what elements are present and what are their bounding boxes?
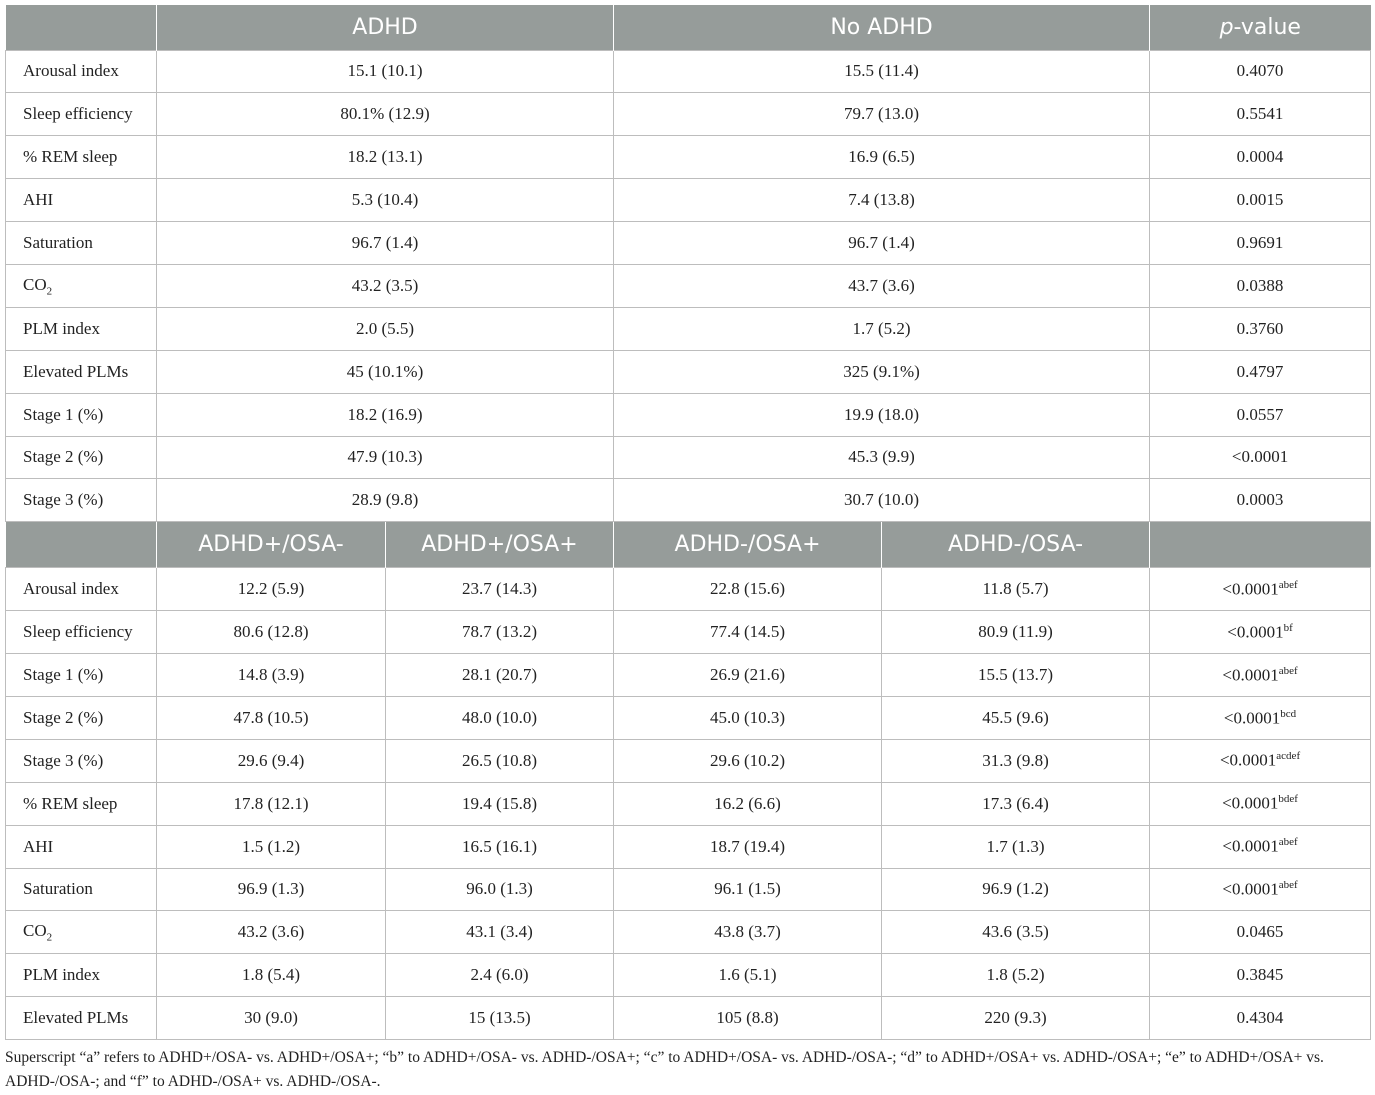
cell-adhd-pos-osa-pos: 26.5 (10.8) xyxy=(386,739,614,782)
cell-adhd-pos-osa-pos: 43.1 (3.4) xyxy=(386,911,614,954)
row-label xyxy=(6,868,157,911)
header-adhd-neg-osa-neg: ADHD-/OSA- xyxy=(882,522,1150,568)
p-value-superscript: abef xyxy=(1278,578,1298,591)
p-value-text: <0.0001 xyxy=(1222,665,1279,685)
cell-no-adhd: 325 (9.1%) xyxy=(614,350,1150,393)
p-value-superscript: bdef xyxy=(1278,793,1298,806)
header-row-comparison xyxy=(6,5,1371,50)
cell-adhd-neg-osa-pos: 77.4 (14.5) xyxy=(614,611,882,654)
cell-adhd-pos-osa-neg: 29.6 (9.4) xyxy=(157,739,386,782)
row-label-text: % REM sleep xyxy=(23,793,118,813)
cell-p-value xyxy=(1150,868,1371,911)
cell-adhd-pos-osa-pos: 16.5 (16.1) xyxy=(386,825,614,868)
cell-adhd-neg-osa-neg: 43.6 (3.5) xyxy=(882,911,1150,954)
header-corner xyxy=(6,5,157,50)
cell-adhd-neg-osa-pos: 1.6 (5.1) xyxy=(614,954,882,997)
row-label xyxy=(6,222,157,265)
cell-adhd-neg-osa-neg: 15.5 (13.7) xyxy=(882,654,1150,697)
cell-p-value xyxy=(1150,654,1371,697)
row-label-text: % REM sleep xyxy=(23,147,118,167)
cell-adhd: 15.1 (10.1) xyxy=(157,50,614,93)
cell-no-adhd: 1.7 (5.2) xyxy=(614,307,1150,350)
cell-adhd-neg-osa-neg: 96.9 (1.2) xyxy=(882,868,1150,911)
header-no-adhd: No ADHD xyxy=(614,5,1150,50)
row-label-text: Sleep efficiency xyxy=(23,104,133,124)
row-label xyxy=(6,93,157,136)
cell-adhd-pos-osa-neg: 43.2 (3.6) xyxy=(157,911,386,954)
cell-adhd: 5.3 (10.4) xyxy=(157,179,614,222)
table-row xyxy=(6,50,1371,93)
row-label xyxy=(6,782,157,825)
table-row xyxy=(6,825,1371,868)
table-row xyxy=(6,264,1371,307)
cell-adhd-neg-osa-pos: 26.9 (21.6) xyxy=(614,654,882,697)
cell-adhd-neg-osa-neg: 17.3 (6.4) xyxy=(882,782,1150,825)
table-row xyxy=(6,179,1371,222)
table-row xyxy=(6,436,1371,479)
row-label xyxy=(6,997,157,1040)
row-label-text: CO xyxy=(23,921,47,941)
cell-p-value: 0.0003 xyxy=(1150,479,1371,522)
row-label-text: AHI xyxy=(23,190,54,210)
cell-adhd-neg-osa-neg: 45.5 (9.6) xyxy=(882,696,1150,739)
row-label-text: Arousal index xyxy=(23,579,119,599)
header-corner-2 xyxy=(6,522,157,568)
row-label xyxy=(6,739,157,782)
row-label xyxy=(6,825,157,868)
table-row xyxy=(6,954,1371,997)
p-value-text: <0.0001 xyxy=(1222,879,1279,899)
cell-adhd-neg-osa-pos: 96.1 (1.5) xyxy=(614,868,882,911)
table-row xyxy=(6,93,1371,136)
table-row xyxy=(6,307,1371,350)
row-label xyxy=(6,264,157,307)
cell-adhd: 2.0 (5.5) xyxy=(157,307,614,350)
cell-adhd-pos-osa-neg: 14.8 (3.9) xyxy=(157,654,386,697)
row-label xyxy=(6,436,157,479)
row-label-text: Elevated PLMs xyxy=(23,1008,129,1028)
row-label-text: CO xyxy=(23,274,47,294)
table-row xyxy=(6,136,1371,179)
cell-p-value: 0.0388 xyxy=(1150,264,1371,307)
cell-adhd-pos-osa-pos: 2.4 (6.0) xyxy=(386,954,614,997)
row-label-text: Saturation xyxy=(23,233,93,252)
table-row xyxy=(6,997,1371,1040)
cell-adhd-pos-osa-neg: 17.8 (12.1) xyxy=(157,782,386,825)
cell-p-value xyxy=(1150,825,1371,868)
cell-p-value: 0.4797 xyxy=(1150,350,1371,393)
sleep-parameters-table xyxy=(5,5,1371,1040)
cell-p-value: 0.5541 xyxy=(1150,93,1371,136)
header-p-value xyxy=(1150,5,1371,50)
p-value-text: <0.0001 xyxy=(1223,708,1281,728)
cell-no-adhd: 43.7 (3.6) xyxy=(614,264,1150,307)
table-row xyxy=(6,654,1371,697)
p-value-superscript: bcd xyxy=(1280,707,1297,720)
header-p-value-2 xyxy=(1150,522,1371,568)
p-value-text: 0.0465 xyxy=(1236,922,1284,942)
cell-adhd-pos-osa-pos: 78.7 (13.2) xyxy=(386,611,614,654)
cell-no-adhd: 19.9 (18.0) xyxy=(614,393,1150,436)
cell-adhd-pos-osa-neg: 12.2 (5.9) xyxy=(157,568,386,611)
cell-adhd-neg-osa-neg: 11.8 (5.7) xyxy=(882,568,1150,611)
cell-adhd-pos-osa-neg: 96.9 (1.3) xyxy=(157,868,386,911)
cell-adhd-neg-osa-pos: 22.8 (15.6) xyxy=(614,568,882,611)
table-row xyxy=(6,782,1371,825)
cell-p-value: 0.0557 xyxy=(1150,393,1371,436)
row-label xyxy=(6,136,157,179)
cell-p-value xyxy=(1150,997,1371,1040)
cell-adhd-neg-osa-pos: 105 (8.8) xyxy=(614,997,882,1040)
cell-adhd-neg-osa-neg: 220 (9.3) xyxy=(882,997,1150,1040)
cell-p-value: 0.9691 xyxy=(1150,222,1371,265)
table-row xyxy=(6,868,1371,911)
header-adhd-pos-osa-neg: ADHD+/OSA- xyxy=(157,522,386,568)
cell-adhd-neg-osa-pos: 16.2 (6.6) xyxy=(614,782,882,825)
cell-adhd-neg-osa-neg: 31.3 (9.8) xyxy=(882,739,1150,782)
cell-p-value: <0.0001 xyxy=(1150,436,1371,479)
cell-p-value: 0.3760 xyxy=(1150,307,1371,350)
cell-p-value xyxy=(1150,611,1371,654)
header-row-groups xyxy=(6,522,1371,568)
table-row xyxy=(6,911,1371,954)
p-value-superscript: abef xyxy=(1278,879,1298,892)
row-label-subscript: 2 xyxy=(46,285,53,298)
cell-adhd-neg-osa-pos: 43.8 (3.7) xyxy=(614,911,882,954)
cell-adhd: 96.7 (1.4) xyxy=(157,222,614,265)
cell-no-adhd: 15.5 (11.4) xyxy=(614,50,1150,93)
cell-no-adhd: 96.7 (1.4) xyxy=(614,222,1150,265)
row-label-text: Stage 1 (%) xyxy=(23,404,104,424)
header-p-suffix: -value xyxy=(1233,14,1301,40)
cell-adhd-neg-osa-pos: 45.0 (10.3) xyxy=(614,696,882,739)
cell-adhd-pos-osa-pos: 96.0 (1.3) xyxy=(386,868,614,911)
cell-adhd-pos-osa-pos: 48.0 (10.0) xyxy=(386,696,614,739)
row-label-text: PLM index xyxy=(23,965,100,985)
row-label-text: Stage 1 (%) xyxy=(23,665,104,685)
cell-p-value xyxy=(1150,696,1371,739)
row-label-text: Elevated PLMs xyxy=(23,361,129,381)
cell-adhd: 18.2 (13.1) xyxy=(157,136,614,179)
row-label xyxy=(6,611,157,654)
cell-adhd-neg-osa-neg: 80.9 (11.9) xyxy=(882,611,1150,654)
table-row xyxy=(6,350,1371,393)
header-adhd-neg-osa-pos: ADHD-/OSA+ xyxy=(614,522,882,568)
cell-adhd-pos-osa-pos: 19.4 (15.8) xyxy=(386,782,614,825)
p-value-text: 0.4304 xyxy=(1236,1008,1284,1028)
row-label xyxy=(6,568,157,611)
cell-p-value: 0.4070 xyxy=(1150,50,1371,93)
table-row xyxy=(6,739,1371,782)
cell-no-adhd: 30.7 (10.0) xyxy=(614,479,1150,522)
cell-adhd-pos-osa-neg: 1.8 (5.4) xyxy=(157,954,386,997)
cell-adhd-pos-osa-neg: 30 (9.0) xyxy=(157,997,386,1040)
cell-adhd-pos-osa-neg: 47.8 (10.5) xyxy=(157,696,386,739)
row-label-text: Stage 3 (%) xyxy=(23,490,104,510)
table-row xyxy=(6,568,1371,611)
p-value-text: <0.0001 xyxy=(1219,751,1277,771)
table-row xyxy=(6,696,1371,739)
row-label-text: Stage 3 (%) xyxy=(23,750,104,770)
table-footnote: Superscript “a” refers to ADHD+/OSA- vs. ADHD+/OSA+; “b” to ADHD+/OSA- vs. ADHD-/OSA+; “c” to ADHD+/OSA- vs. ADHD-/OSA-; “d” to ADHD+/OSA+ vs. ADHD-/OSA+; “e” to ADHD+/OSA+ vs. ADHD-/OSA-; and “f” to ADHD-/OSA+ vs. ADHD-/OSA-. xyxy=(5,1049,1324,1090)
row-label xyxy=(6,179,157,222)
cell-adhd-neg-osa-neg: 1.8 (5.2) xyxy=(882,954,1150,997)
table-row xyxy=(6,393,1371,436)
p-value-superscript: bf xyxy=(1283,621,1293,634)
cell-p-value: 0.0004 xyxy=(1150,136,1371,179)
table-row xyxy=(6,222,1371,265)
row-label-subscript: 2 xyxy=(46,931,53,944)
p-value-text: <0.0001 xyxy=(1227,622,1284,642)
header-p-letter: p xyxy=(1219,14,1234,40)
row-label xyxy=(6,350,157,393)
row-label xyxy=(6,696,157,739)
row-label xyxy=(6,654,157,697)
cell-p-value xyxy=(1150,739,1371,782)
cell-no-adhd: 7.4 (13.8) xyxy=(614,179,1150,222)
cell-p-value xyxy=(1150,782,1371,825)
row-label xyxy=(6,479,157,522)
cell-adhd-neg-osa-pos: 29.6 (10.2) xyxy=(614,739,882,782)
cell-adhd: 80.1% (12.9) xyxy=(157,93,614,136)
row-label xyxy=(6,954,157,997)
cell-adhd-pos-osa-pos: 23.7 (14.3) xyxy=(386,568,614,611)
row-label-text: PLM index xyxy=(23,318,100,338)
cell-adhd: 45 (10.1%) xyxy=(157,350,614,393)
p-value-text: 0.3845 xyxy=(1236,965,1284,985)
p-value-text: <0.0001 xyxy=(1222,794,1279,814)
table-row xyxy=(6,611,1371,654)
cell-p-value xyxy=(1150,568,1371,611)
table-row xyxy=(6,479,1371,522)
p-value-superscript: acdef xyxy=(1276,750,1301,763)
header-adhd: ADHD xyxy=(157,5,614,50)
cell-adhd-pos-osa-pos: 28.1 (20.7) xyxy=(386,654,614,697)
row-label xyxy=(6,50,157,93)
p-value-superscript: abef xyxy=(1278,836,1298,849)
cell-adhd: 28.9 (9.8) xyxy=(157,479,614,522)
row-label-text: Saturation xyxy=(23,879,93,899)
cell-p-value: 0.0015 xyxy=(1150,179,1371,222)
cell-adhd: 18.2 (16.9) xyxy=(157,393,614,436)
cell-adhd-pos-osa-pos: 15 (13.5) xyxy=(386,997,614,1040)
cell-adhd-neg-osa-pos: 18.7 (19.4) xyxy=(614,825,882,868)
p-value-text: <0.0001 xyxy=(1222,579,1279,599)
cell-no-adhd: 79.7 (13.0) xyxy=(614,93,1150,136)
cell-p-value xyxy=(1150,911,1371,954)
row-label-text: Sleep efficiency xyxy=(23,622,133,642)
row-label xyxy=(6,307,157,350)
row-label xyxy=(6,393,157,436)
cell-no-adhd: 45.3 (9.9) xyxy=(614,436,1150,479)
cell-adhd-neg-osa-neg: 1.7 (1.3) xyxy=(882,825,1150,868)
cell-no-adhd: 16.9 (6.5) xyxy=(614,136,1150,179)
cell-adhd: 43.2 (3.5) xyxy=(157,264,614,307)
cell-adhd-pos-osa-neg: 1.5 (1.2) xyxy=(157,825,386,868)
header-adhd-pos-osa-pos: ADHD+/OSA+ xyxy=(386,522,614,568)
row-label-text: Stage 2 (%) xyxy=(23,707,104,727)
cell-adhd-pos-osa-neg: 80.6 (12.8) xyxy=(157,611,386,654)
row-label-text: AHI xyxy=(23,836,54,856)
p-value-text: <0.0001 xyxy=(1222,836,1279,856)
cell-adhd: 47.9 (10.3) xyxy=(157,436,614,479)
row-label-text: Arousal index xyxy=(23,61,119,81)
p-value-superscript: abef xyxy=(1278,664,1298,677)
row-label-text: Stage 2 (%) xyxy=(23,447,104,467)
row-label xyxy=(6,911,157,954)
cell-p-value xyxy=(1150,954,1371,997)
